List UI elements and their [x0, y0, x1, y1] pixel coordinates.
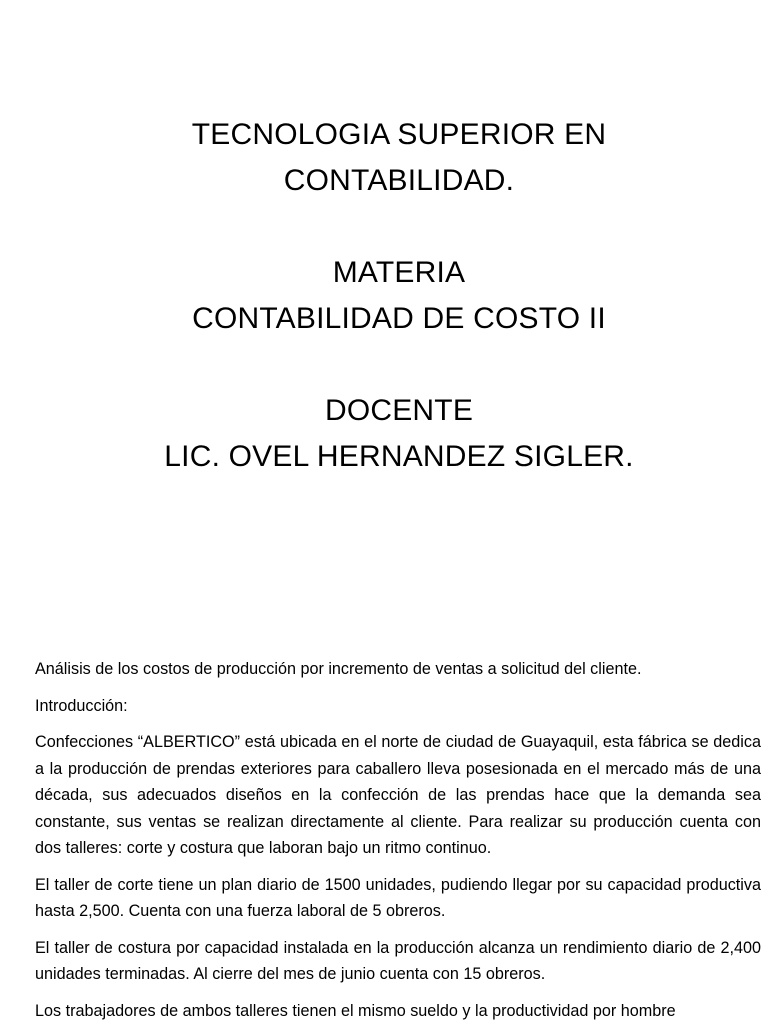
body-paragraph: Confecciones “ALBERTICO” está ubicada en el norte de ciudad de Guayaquil, esta fábrica se dedica a la producción de prendas exteriores para caballero lleva posesionada en el mercado más de una década, sus adecuados diseños en la confección de las prendas hace que la demanda sea constante, sus ventas se realizan directamente al cliente. Para realizar su producción cuenta con dos talleres: corte y costura que laboran bajo un ritmo continuo. [35, 733, 761, 857]
analysis-title: Análisis de los costos de producción por incremento de ventas a solicitud del cliente. [35, 660, 642, 678]
spacer [0, 204, 768, 250]
document-body [35, 656, 761, 1034]
cover-title-block [0, 112, 768, 480]
body-paragraph: El taller de costura por capacidad instalada en la producción alcanza un rendimiento diario de 2,400 unidades terminadas. Al cierre del mes de junio cuenta con 15 obreros. [35, 938, 761, 983]
subject-name: CONTABILIDAD DE COSTO II [192, 302, 606, 335]
teacher-name: LIC. OVEL HERNANDEZ SIGLER. [164, 440, 634, 473]
program-title-line-1: TECNOLOGIA SUPERIOR EN [191, 118, 607, 151]
program-title-line-2: CONTABILIDAD. [283, 164, 515, 197]
body-paragraph: El taller de corte tiene un plan diario de 1500 unidades, pudiendo llegar por su capacidad productiva hasta 2,500. Cuenta con una fuerza laboral de 5 obreros. [35, 875, 761, 920]
intro-heading: Introducción: [35, 696, 128, 715]
teacher-heading: DOCENTE [324, 394, 474, 427]
spacer [0, 342, 768, 388]
body-paragraph: Los trabajadores de ambos talleres tienen el mismo sueldo y la productividad por hombre [35, 1001, 676, 1020]
subject-heading: MATERIA [332, 256, 466, 289]
